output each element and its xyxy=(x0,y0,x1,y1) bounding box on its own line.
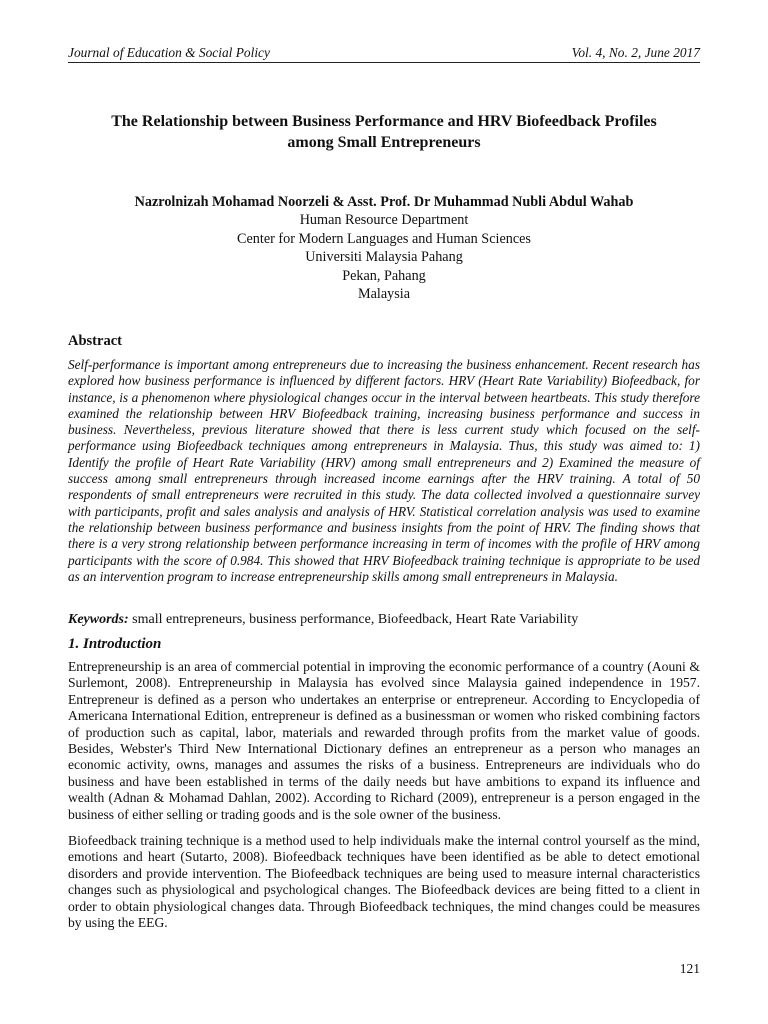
abstract-text: Self-performance is important among entrepreneurs due to increasing the business enhancement. Recent research has explored how business performance is influenced by different factors. HRV (Heart Rate Variability) Biofeedback, for instance, is a phenomenon where physiological changes occur in the interval between heartbeats. This study therefore examined the relationship between HRV Biofeedback training, increasing business performance and success in business. Nevertheless, previous literature showed that there is less current study which focused on the self-performance using Biofeedback techniques among entrepreneurs in Malaysia. Thus, this study was aimed to: 1) Identify the profile of Heart Rate Variability (HRV) among small entrepreneurs and 2) Examined the measure of success among small entrepreneurs through increased income earnings after the HRV training. A total of 50 respondents of small entrepreneurs were recruited in this study. The data collected involved a questionnaire survey with participants, profit and sales analysis and analysis of HRV. Statistical correlation analysis was used to examine the relationship between business performance and business insights from the point of HRV. The finding shows that there is a very strong relationship between performance increasing in term of incomes with the profile of HRV among participants with the score of 0.984. This showed that HRV Biofeedback training technique is appropriate to be used as an intervention program to increase entrepreneurship skills among small entrepreneurs in Malaysia. xyxy=(68,357,700,584)
keywords-text: small entrepreneurs, business performance, Biofeedback, Heart Rate Variability xyxy=(132,612,579,627)
affiliation-line: Center for Modern Languages and Human Sciences xyxy=(237,230,531,247)
affiliation-line: Pekan, Pahang xyxy=(342,267,426,284)
affiliation-line: Human Resource Department xyxy=(299,212,469,229)
abstract-heading: Abstract xyxy=(68,333,122,349)
body-paragraph: Entrepreneurship is an area of commercial potential in improving the economic performance of a country (Aouni & Surlemont, 2008). Entrepreneurship in Malaysia has evolved since Malaysia gained independence in 1957. Entrepreneur is defined as a person who undertakes an enterprise or entrepreneur. According to Encyclopedia of Americana International Edition, entrepreneur is defined as a businessman or women who risked combining factors of production such as capital, labor, materials and rewarded through profits from the market value of goods. Besides, Webster's Third New International Dictionary defines an entrepreneur as a person who manages an economic activity, owns, manages and assumes the risks of a business. Entrepreneurs are individuals who do business and have been established in terms of the daily needs but have ambitions to expand its influence and wealth (Adnan & Mohamad Dahlan, 2002). According to Richard (2009), entrepreneur is a person engaged in the business of either selling or trading goods and is the sole owner of the business. xyxy=(68,659,700,822)
author-block xyxy=(68,193,700,303)
keywords-line xyxy=(68,612,700,628)
author-names: Nazrolnizah Mohamad Noorzeli & Asst. Prof. Dr Muhammad Nubli Abdul Wahab xyxy=(134,194,634,210)
running-header xyxy=(68,45,700,63)
affiliation-line: Malaysia xyxy=(357,286,410,303)
journal-name: Journal of Education & Social Policy xyxy=(68,45,270,60)
page-number: 121 xyxy=(679,961,700,976)
title-line-1: The Relationship between Business Performance and HRV Biofeedback Profiles xyxy=(111,113,657,130)
title-line-2: among Small Entrepreneurs xyxy=(287,134,481,151)
body-paragraph: Biofeedback training technique is a method used to help individuals make the internal control yourself as the mind, emotions and heart (Sutarto, 2008). Biofeedback techniques have been identified as be able to detect emotional disorders and provide intervention. The Biofeedback techniques are being used to measure internal characteristics changes such as physiological and psychological changes. The Biofeedback devices are being fitted to a client in order to obtain physiological changes data. Through Biofeedback techniques, the mind changes could be measures by using the EEG. xyxy=(68,833,700,931)
keywords-label: Keywords: xyxy=(68,612,129,627)
paper-title xyxy=(68,111,700,153)
affiliation-line: Universiti Malaysia Pahang xyxy=(305,249,463,266)
section-heading-introduction: 1. Introduction xyxy=(68,636,162,652)
volume-info: Vol. 4, No. 2, June 2017 xyxy=(571,45,700,60)
